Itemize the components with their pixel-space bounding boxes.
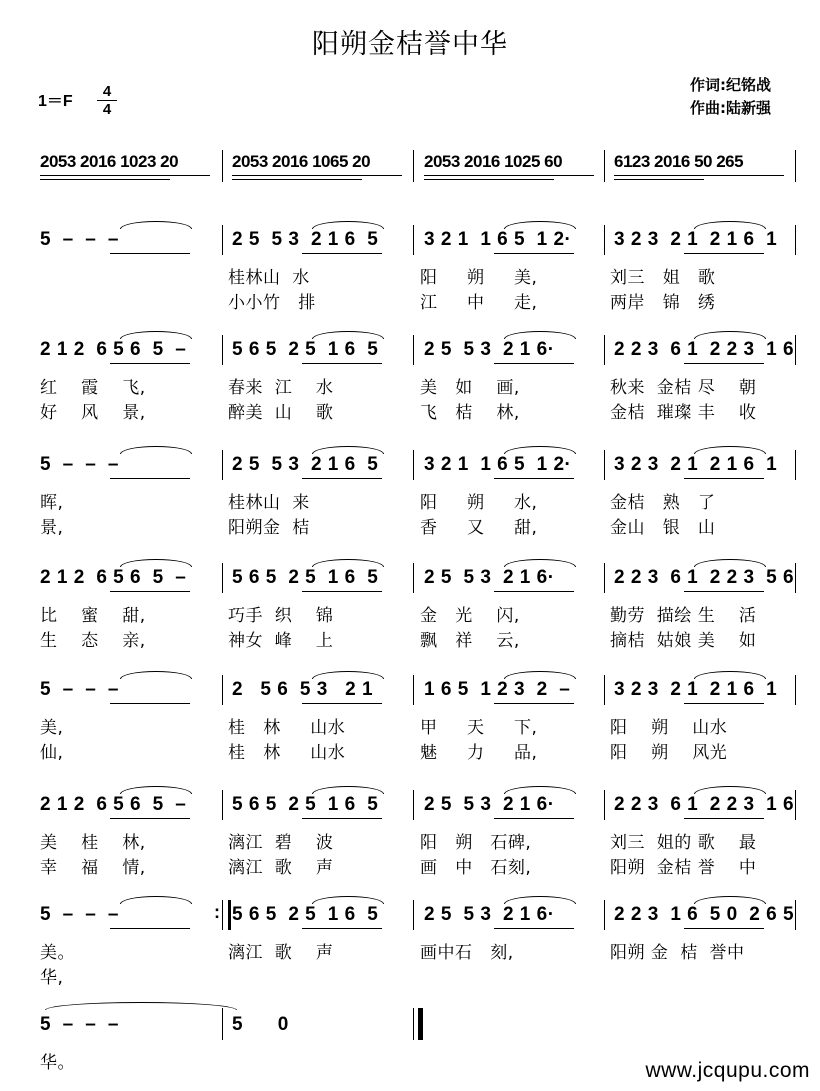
lyric-verse-1: 桂林山 水: [228, 268, 310, 288]
lyric-verse-1: 春来 江 水: [228, 378, 334, 398]
beam-underline: [110, 363, 190, 364]
lyric-verse-1: 桂林山 来: [228, 493, 310, 513]
measure-notes: 2 1 2 6 5 6 5 –: [40, 567, 187, 588]
beam-underline: [302, 703, 382, 704]
final-measure-2: 5 0: [232, 1014, 289, 1035]
barline: [604, 225, 605, 255]
barline: [795, 335, 796, 365]
barline: [795, 150, 796, 182]
barline: [222, 225, 223, 255]
beam-underline: [684, 928, 764, 929]
measure-notes: 2 2 3 6 1 2 2 3 5 6: [614, 567, 795, 588]
barline: [604, 150, 605, 182]
lyric-verse-1: 秋来 金桔 尽 朝: [610, 378, 757, 398]
score-system-2: [0, 335, 820, 435]
barline: [222, 450, 223, 480]
slur: [694, 786, 766, 794]
lyric-verse-2: 飞 桔 林,: [420, 403, 520, 423]
slur: [312, 221, 384, 229]
final-barline: [418, 1008, 423, 1040]
beam-underline: [110, 703, 190, 704]
lyric-verse-1: 美,: [40, 718, 64, 738]
slur: [694, 331, 766, 339]
barline: [222, 900, 223, 930]
measure-notes: 3 2 3 2 1 2 1 6 1: [614, 679, 778, 700]
underline: [232, 175, 402, 176]
lyric-verse-1: 阳 朔 山水: [610, 718, 728, 738]
intro-measure-1: 2053 2016 1023 20: [40, 152, 179, 171]
lyric-verse-1: 美 如 画,: [420, 378, 520, 398]
barline: [413, 563, 414, 593]
beam-underline: [494, 591, 574, 592]
slur: [120, 331, 192, 339]
slur: [694, 896, 766, 904]
barline: [604, 335, 605, 365]
lyric-verse-1: 画中石 刻,: [420, 943, 514, 963]
intro-measure-2: 2053 2016 1065 20: [232, 152, 371, 171]
lyric-verse-1: 阳 朔 石碑,: [420, 833, 532, 853]
key-signature: 1＝F: [38, 93, 73, 110]
barline: [222, 335, 223, 365]
slur: [504, 671, 576, 679]
beam-underline: [494, 363, 574, 364]
barline: [413, 790, 414, 820]
intro-measure-4: 6123 2016 50 265: [614, 152, 744, 171]
repeat-barline: [228, 900, 231, 930]
composer-credit: 作曲:陆新强: [690, 99, 771, 117]
lyric-verse-2: 好 风 景,: [40, 403, 146, 423]
lyric-verse-2: 漓江 歌 声: [228, 858, 334, 878]
measure-notes: 3 2 1 1 6 5 1 2·: [424, 229, 572, 250]
barline: [222, 563, 223, 593]
beam-underline: [302, 818, 382, 819]
score-system-7: [0, 900, 820, 1000]
underline: [232, 179, 362, 180]
lyric-verse-1: 刘三 姐的 歌 最: [610, 833, 757, 853]
slur: [504, 446, 576, 454]
beam-underline: [684, 703, 764, 704]
watermark: www.jcqupu.com: [645, 1059, 810, 1082]
barline: [604, 900, 605, 930]
lyric-verse-2: 神女 峰 上: [228, 631, 334, 651]
barline: [604, 675, 605, 705]
barline: [795, 450, 796, 480]
measure-notes: 2 2 3 1 6 5 0 2 6 5: [614, 904, 795, 925]
beam-underline: [684, 363, 764, 364]
lyric-verse-1: 比 蜜 甜,: [40, 606, 146, 626]
slur: [312, 559, 384, 567]
slur: [312, 446, 384, 454]
slur: [694, 559, 766, 567]
slur: [504, 559, 576, 567]
repeat-sign: :: [214, 902, 220, 922]
lyric-verse-1: 漓江 碧 波: [228, 833, 334, 853]
measure-notes: 5 – – –: [40, 229, 119, 250]
lyric-verse-1: 勤劳 描绘 生 活: [610, 606, 757, 626]
lyric-verse-2: 江 中 走,: [420, 293, 538, 313]
slur: [120, 446, 192, 454]
lyric-verse-1: 桂 林 山水: [228, 718, 346, 738]
beam-underline: [110, 928, 190, 929]
measure-notes: 2 5 5 3 2 1 6·: [424, 567, 555, 588]
measure-notes: 2 2 3 6 1 2 2 3 1 6: [614, 339, 795, 360]
tie: [45, 1002, 237, 1010]
measure-notes: 5 6 5 2 5 1 6 5: [232, 794, 379, 815]
lyric-verse-2: 仙,: [40, 743, 64, 763]
lyric-verse-2: 魅 力 品,: [420, 743, 538, 763]
slur: [120, 671, 192, 679]
barline: [604, 790, 605, 820]
barline: [795, 225, 796, 255]
meter-bottom: 4: [102, 101, 112, 118]
beam-underline: [302, 363, 382, 364]
measure-notes: 3 2 1 1 6 5 1 2·: [424, 454, 572, 475]
time-signature: [97, 84, 117, 117]
measure-notes: 5 6 5 2 5 1 6 5: [232, 339, 379, 360]
lyric-verse-2: 华,: [40, 968, 64, 988]
lyric-verse-2: 景,: [40, 518, 64, 538]
beam-underline: [684, 818, 764, 819]
final-lyric: 华。: [40, 1053, 75, 1073]
slur: [120, 786, 192, 794]
measure-notes: 5 – – –: [40, 904, 119, 925]
lyric-verse-2: 小小竹 排: [228, 293, 316, 313]
lyric-verse-2: 摘桔 姑娘 美 如: [610, 631, 757, 651]
slur: [504, 331, 576, 339]
beam-underline: [110, 253, 190, 254]
underline: [40, 175, 210, 176]
score-system-4: [0, 563, 820, 663]
lyric-verse-2: 阳 朔 风光: [610, 743, 728, 763]
score-system-5: [0, 675, 820, 775]
beam-underline: [302, 253, 382, 254]
beam-underline: [684, 478, 764, 479]
lyric-verse-1: 甲 天 下,: [420, 718, 538, 738]
barline: [222, 675, 223, 705]
intro-measure-3: 2053 2016 1025 60: [424, 152, 563, 171]
lyric-verse-2: 幸 福 情,: [40, 858, 146, 878]
slur: [312, 786, 384, 794]
barline: [413, 1008, 414, 1040]
lyric-verse-1: 阳 朔 美,: [420, 268, 538, 288]
measure-notes: 2 1 2 6 5 6 5 –: [40, 339, 187, 360]
measure-notes: 2 5 5 3 2 1 6·: [424, 339, 555, 360]
beam-underline: [494, 928, 574, 929]
lyric-verse-2: 桂 林 山水: [228, 743, 346, 763]
measure-notes: 3 2 3 2 1 2 1 6 1: [614, 454, 778, 475]
slur: [694, 671, 766, 679]
score-system-1: [0, 225, 820, 325]
slur: [504, 896, 576, 904]
measure-notes: 2 5 5 3 2 1 6 5: [232, 454, 379, 475]
barline: [413, 335, 414, 365]
underline: [614, 179, 704, 180]
measure-notes: 5 6 5 2 5 1 6 5: [232, 567, 379, 588]
lyric-verse-1: 美 桂 林,: [40, 833, 146, 853]
barline: [795, 900, 796, 930]
slur: [312, 671, 384, 679]
measure-notes: 2 5 5 3 2 1 6·: [424, 904, 555, 925]
beam-underline: [494, 478, 574, 479]
lyric-verse-1: 阳 朔 水,: [420, 493, 538, 513]
beam-underline: [110, 478, 190, 479]
beam-underline: [302, 478, 382, 479]
beam-underline: [494, 818, 574, 819]
barline: [795, 790, 796, 820]
final-measure-1: 5 – – –: [40, 1014, 119, 1035]
lyric-verse-1: 金桔 熟 了: [610, 493, 716, 513]
measure-notes: 5 6 5 2 5 1 6 5: [232, 904, 379, 925]
barline: [413, 900, 414, 930]
intro-system: [0, 150, 820, 190]
slur: [504, 786, 576, 794]
lyric-verse-2: 飘 祥 云,: [420, 631, 520, 651]
lyric-verse-2: 香 又 甜,: [420, 518, 538, 538]
barline: [222, 790, 223, 820]
lyric-verse-2: 阳朔金 桔: [228, 518, 310, 538]
measure-notes: 2 2 3 6 1 2 2 3 1 6: [614, 794, 795, 815]
underline: [424, 175, 594, 176]
lyric-verse-2: 两岸 锦 绣: [610, 293, 716, 313]
measure-notes: 2 1 2 6 5 6 5 –: [40, 794, 187, 815]
underline: [40, 179, 170, 180]
barline: [413, 150, 414, 182]
measure-notes: 5 – – –: [40, 679, 119, 700]
lyric-verse-1: 金 光 闪,: [420, 606, 520, 626]
slur: [312, 331, 384, 339]
barline: [222, 1008, 223, 1040]
barline: [604, 563, 605, 593]
measure-notes: 5 – – –: [40, 454, 119, 475]
barline: [604, 450, 605, 480]
lyric-verse-2: 画 中 石刻,: [420, 858, 532, 878]
score-system-6: [0, 790, 820, 890]
underline: [614, 175, 784, 176]
slur: [694, 446, 766, 454]
lyric-verse-1: 美。: [40, 943, 75, 963]
barline: [413, 450, 414, 480]
beam-underline: [302, 928, 382, 929]
beam-underline: [110, 591, 190, 592]
lyric-verse-2: 生 态 亲,: [40, 631, 146, 651]
score-title: 阳朔金桔誉中华: [312, 29, 508, 60]
beam-underline: [494, 253, 574, 254]
lyric-verse-1: 晖,: [40, 493, 64, 513]
measure-notes: 2 5 5 3 2 1 6 5: [232, 229, 379, 250]
lyric-verse-1: 阳朔 金 桔 誉中: [610, 943, 745, 963]
lyricist-credit: 作词:纪铭战: [690, 76, 771, 94]
lyric-verse-2: 阳朔 金桔 誉 中: [610, 858, 757, 878]
meter-top: 4: [102, 83, 112, 100]
beam-underline: [110, 818, 190, 819]
barline: [795, 675, 796, 705]
slur: [694, 221, 766, 229]
beam-underline: [684, 253, 764, 254]
slur: [120, 221, 192, 229]
lyric-verse-2: 醉美 山 歌: [228, 403, 334, 423]
score-system-3: [0, 450, 820, 550]
measure-notes: 1 6 5 1 2 3 2 –: [424, 679, 571, 700]
beam-underline: [494, 703, 574, 704]
barline: [795, 563, 796, 593]
barline: [413, 225, 414, 255]
beam-underline: [684, 591, 764, 592]
barline: [413, 675, 414, 705]
measure-notes: 2 5 5 3 2 1 6·: [424, 794, 555, 815]
barline: [222, 150, 223, 182]
slur: [312, 896, 384, 904]
lyric-verse-2: 金桔 璀璨 丰 收: [610, 403, 757, 423]
lyric-verse-1: 巧手 织 锦: [228, 606, 334, 626]
slur: [120, 896, 192, 904]
slur: [120, 559, 192, 567]
lyric-verse-1: 红 霞 飞,: [40, 378, 146, 398]
measure-notes: 2 5 6 5 3 2 1: [232, 679, 374, 700]
underline: [424, 179, 554, 180]
slur: [504, 221, 576, 229]
lyric-verse-2: 金山 银 山: [610, 518, 716, 538]
beam-underline: [302, 591, 382, 592]
measure-notes: 3 2 3 2 1 2 1 6 1: [614, 229, 778, 250]
lyric-verse-1: 漓江 歌 声: [228, 943, 334, 963]
lyric-verse-1: 刘三 姐 歌: [610, 268, 716, 288]
